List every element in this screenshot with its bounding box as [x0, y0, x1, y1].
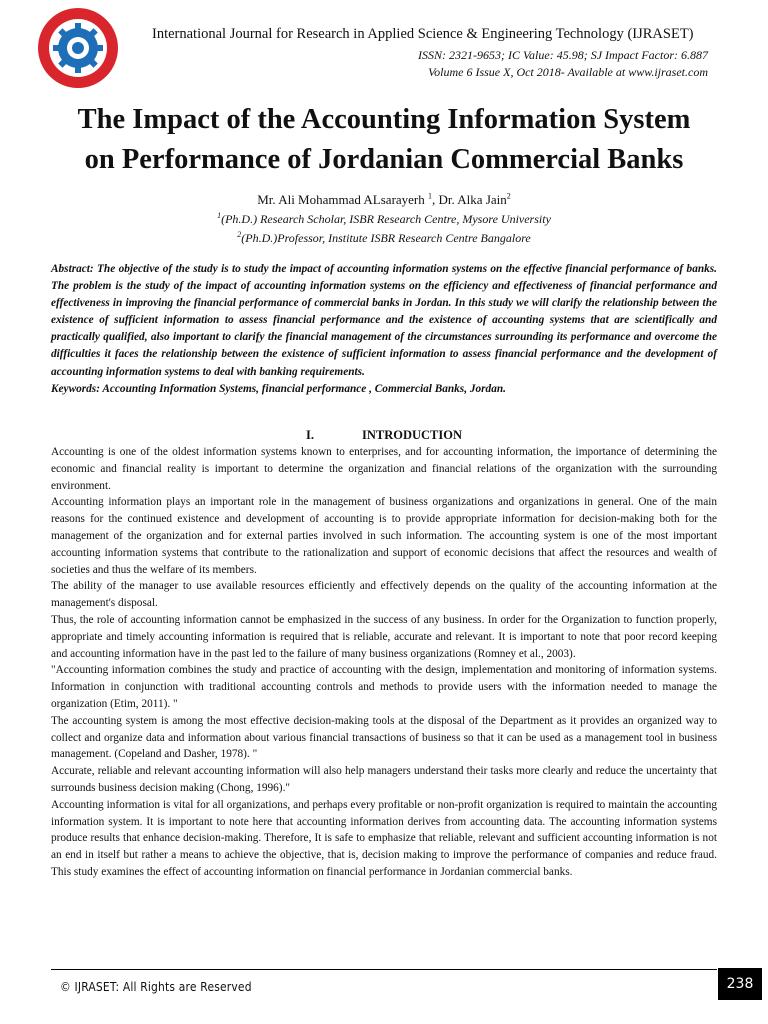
paper-title-line-2: on Performance of Jordanian Commercial Banks [84, 144, 684, 175]
abstract-text: Abstract: The objective of the study is to study the impact of accounting information systems on the effective financial performance of banks. The problem is the study of the impact of accounting information systems on the efficiency and effectiveness of financial performance and effectiveness in improving the financial performance of commercial banks in Jordan. In this study we will clarify the relationship between the existence of sufficient information to assess financial performance and the existence of accounting systems that are scientifically and practically qualified, also important to clarify the financial management of the circumstances surrounding its performance and overcome the difficulties it faces the relationship between the existence of sufficient information to assess financial performance and the development of accounting information systems to deal with banking requirements. [51, 263, 717, 378]
affiliation-2 [0, 231, 768, 246]
affiliation-1-text: (Ph.D.) Research Scholar, ISBR Research Centre, Mysore University [221, 212, 551, 226]
volume-line: Volume 6 Issue X, Oct 2018- Available at www.ijraset.com [428, 65, 708, 79]
footer-divider [51, 969, 717, 970]
paragraph: Accounting information plays an important role in the management of business organizations and organizations in general. One of the main reasons for the continued existence and development of accounting is to provide appropriate information for decision-making both for the management of the organization and for external parties involved in such information. The accounting system is one of the most important accounting information systems that contribute to the rationalization and support of economic decisions that affect the resources and wealth of societies and thus the welfare of its members. [51, 496, 717, 576]
paper-title-line-1: The Impact of the Accounting Information System [77, 104, 691, 135]
author-list [0, 192, 768, 208]
copyright-notice: © IJRASET: All Rights are Reserved [60, 979, 252, 994]
paragraph: Accounting information is vital for all organizations, and perhaps every profitable or non-profit organization is required to maintain the accounting information system. It is important to note here that accounting information derives from accounting data. The accounting information systems produce results that enhance decision-making. Therefore, It is safe to emphasize that reliable, relevant and sufficient accounting information is not an end in itself but rather a means to achieve the objective, that is, decision making to improve the performance of companies and reduce fraud. This study examines the effect of accounting information on financial performance in Jordanian commercial banks. [51, 798, 717, 878]
journal-seal-icon [36, 6, 120, 90]
issn-line: ISSN: 2321-9653; IC Value: 45.98; SJ Impact Factor: 6.887 [418, 48, 708, 62]
author-1-superscript: 1 [428, 191, 433, 201]
author-2: , Dr. Alka Jain [432, 192, 507, 207]
paper-title [30, 100, 738, 180]
paragraph: The ability of the manager to use available resources efficiently and effectively depends on the quality of the accounting information at the management's disposal. [51, 580, 717, 610]
author-1: Mr. Ali Mohammad ALsarayerh [257, 192, 429, 207]
affiliation-2-text: (Ph.D.)Professor, Institute ISBR Research Centre Bangalore [241, 231, 531, 245]
paragraph: Accurate, reliable and relevant accounting information will also help managers understand their tasks more clearly and reduce the uncertainty that surrounds business decision making (Chong, 1996)." [51, 765, 717, 794]
introduction-body [51, 444, 717, 881]
author-2-superscript: 2 [506, 191, 511, 201]
section-heading [0, 428, 768, 443]
journal-name: International Journal for Research in Applied Science & Engineering Technology (IJRASET) [152, 26, 694, 42]
section-title: INTRODUCTION [361, 428, 462, 442]
paragraph: "Accounting information combines the study and practice of accounting with the design, implementation and monitoring of information systems. Information in conjunction with traditional accounting controls and methods to provide users with the information needed to manage the organization (Etim, 2011). " [51, 664, 717, 710]
affiliation-1 [0, 212, 768, 227]
affiliation-1-superscript: 1 [217, 211, 222, 220]
section-number: I. [305, 428, 314, 442]
abstract [51, 261, 717, 398]
journal-logo [36, 6, 120, 90]
paragraph: Accounting is one of the oldest information systems known to enterprises, and for accounting information, the importance of determining the economic and financial reality is important to determine the organization and financial relations of the organization with the surrounding environment. [51, 446, 717, 492]
paragraph: The accounting system is among the most effective decision-making tools at the disposal of the Department as it provides an organized way to collect and organize data and information about various financial transactions of business so that it can be used as a management tool in business management. (Copeland and Dasher, 1978). " [51, 714, 717, 761]
keywords: Keywords: Accounting Information Systems, financial performance , Commercial Banks, Jordan. [51, 382, 506, 395]
page-number: 238 [718, 968, 762, 1000]
affiliation-2-superscript: 2 [237, 230, 242, 239]
paragraph: Thus, the role of accounting information cannot be emphasized in the success of any business. In order for the Organization to function properly, appropriate and timely accounting information is required that is reliable, accurate and relevant. It is important to note that poor record keeping and accounting information have in the past led to the failure of many business organizations (Romney et al., 2003). [51, 613, 717, 660]
